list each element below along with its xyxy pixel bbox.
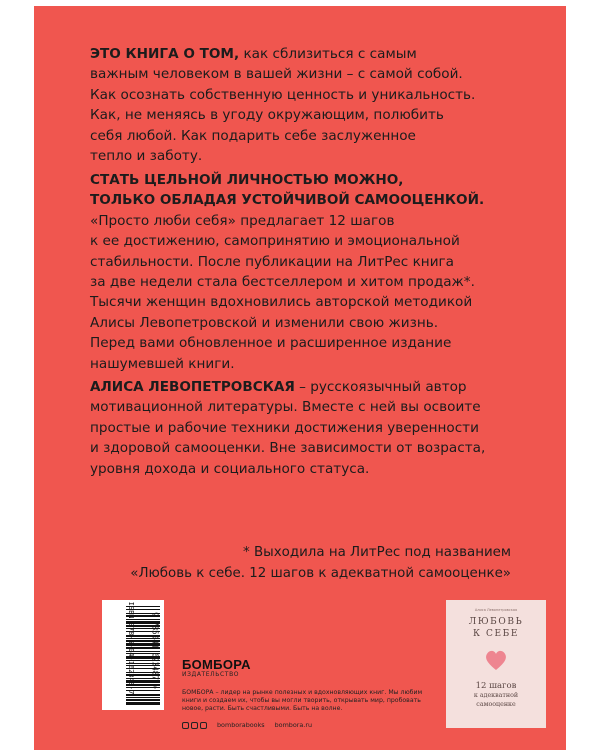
text-line: себя любой. Как подарить себе заслуженное: [90, 127, 416, 144]
front-cover-thumbnail: [446, 600, 546, 728]
mini-subtitle-line: к адекватной: [473, 692, 519, 699]
publisher-links: [182, 721, 312, 729]
publisher-description: БОМБОРА – лидер на рынке полезных и вдохновляющих книг. Мы любим книги и создаем их, чтобы вы могли творить, открывать мир, пробовать новое, расти. Быть счастливыми. Быть на волне.: [182, 689, 423, 712]
publisher-subtitle: ИЗДАТЕЛЬСТВО: [182, 671, 240, 678]
publisher-logo: БОМБОРА: [182, 657, 251, 672]
text-line: и здоровой самооценки. Вне зависимости от возраста,: [90, 440, 486, 457]
text-line: «Просто люби себя» предлагает 12 шагов: [90, 212, 395, 229]
lead-bold: ТОЛЬКО ОБЛАДАЯ УСТОЙЧИВОЙ САМООЦЕНКОЙ.: [90, 192, 485, 209]
social-icon: [182, 722, 189, 729]
text-line: Как, не меняясь в угоду окружающим, полюбить: [90, 107, 444, 124]
footnote-line-1: * Выходила на ЛитРес под названием: [243, 545, 511, 560]
website-link: bombora.ru: [274, 721, 313, 729]
social-icons: [182, 722, 207, 729]
back-cover: [34, 6, 566, 750]
text-line: Алисы Левопетровской и изменили свою жизнь.: [90, 314, 439, 331]
annotation-paragraph-1: [90, 44, 530, 166]
text-line: Перед вами обновленное и расширенное издание: [90, 335, 452, 352]
footnote: [130, 542, 511, 584]
mini-subtitle: [446, 682, 546, 709]
text-line: стабильности. После публикации на ЛитРес книга: [90, 253, 454, 270]
barcode-digits: 9 785041 623487 >: [150, 612, 160, 689]
lead-bold: СТАТЬ ЦЕЛЬНОЙ ЛИЧНОСТЬЮ МОЖНО,: [90, 172, 404, 188]
social-icon: [200, 722, 207, 729]
text-line: Тысячи женщин вдохновились авторской методикой: [90, 294, 473, 311]
mini-author: Алиса Левопетровская: [474, 608, 518, 612]
annotation-paragraph-2: [90, 170, 530, 374]
text-line: уровня дохода и социального статуса.: [90, 460, 370, 477]
text-line: мотивационной литературы. Вместе с ней вы освоите: [90, 399, 481, 416]
mini-title: [446, 616, 546, 640]
footnote-line-2: «Любовь к себе. 12 шагов к адекватной самооценке»: [130, 566, 511, 581]
barcode: [102, 600, 164, 710]
text-line: к ее достижению, самопринятию и эмоциональной: [90, 233, 460, 250]
text-line: простые и рабочие техники достижения уверенности: [90, 419, 479, 436]
text-line: важным человеком в вашей жизни – с самой собой.: [90, 66, 463, 83]
text-line: за две недели стала бестселлером и хитом продаж*.: [90, 274, 475, 291]
text-line: как сблизиться с самым: [239, 46, 417, 62]
mini-title-line: К СЕБЕ: [472, 629, 520, 639]
text-line: Как осознать собственную ценность и уникальность.: [90, 86, 476, 103]
mini-title-line: ЛЮБОВЬ: [468, 617, 524, 627]
author-name: АЛИСА ЛЕВОПЕТРОВСКАЯ: [90, 379, 295, 395]
text-line: тепло и заботу.: [90, 148, 203, 165]
social-icon: [191, 722, 198, 729]
social-handle: bomborabooks: [217, 721, 265, 729]
isbn-text: ISBN 978-5-04-162348-7: [127, 601, 135, 695]
text-line: нашумевшей книги.: [90, 355, 235, 372]
heart-icon: [484, 649, 508, 671]
mini-subtitle-line: 12 шагов: [475, 681, 517, 691]
author-paragraph: [90, 377, 530, 479]
text-line: – русскоязычный автор: [294, 379, 467, 395]
lead-bold: ЭТО КНИГА О ТОМ,: [90, 46, 240, 62]
mini-subtitle-line: самооценке: [476, 701, 516, 708]
